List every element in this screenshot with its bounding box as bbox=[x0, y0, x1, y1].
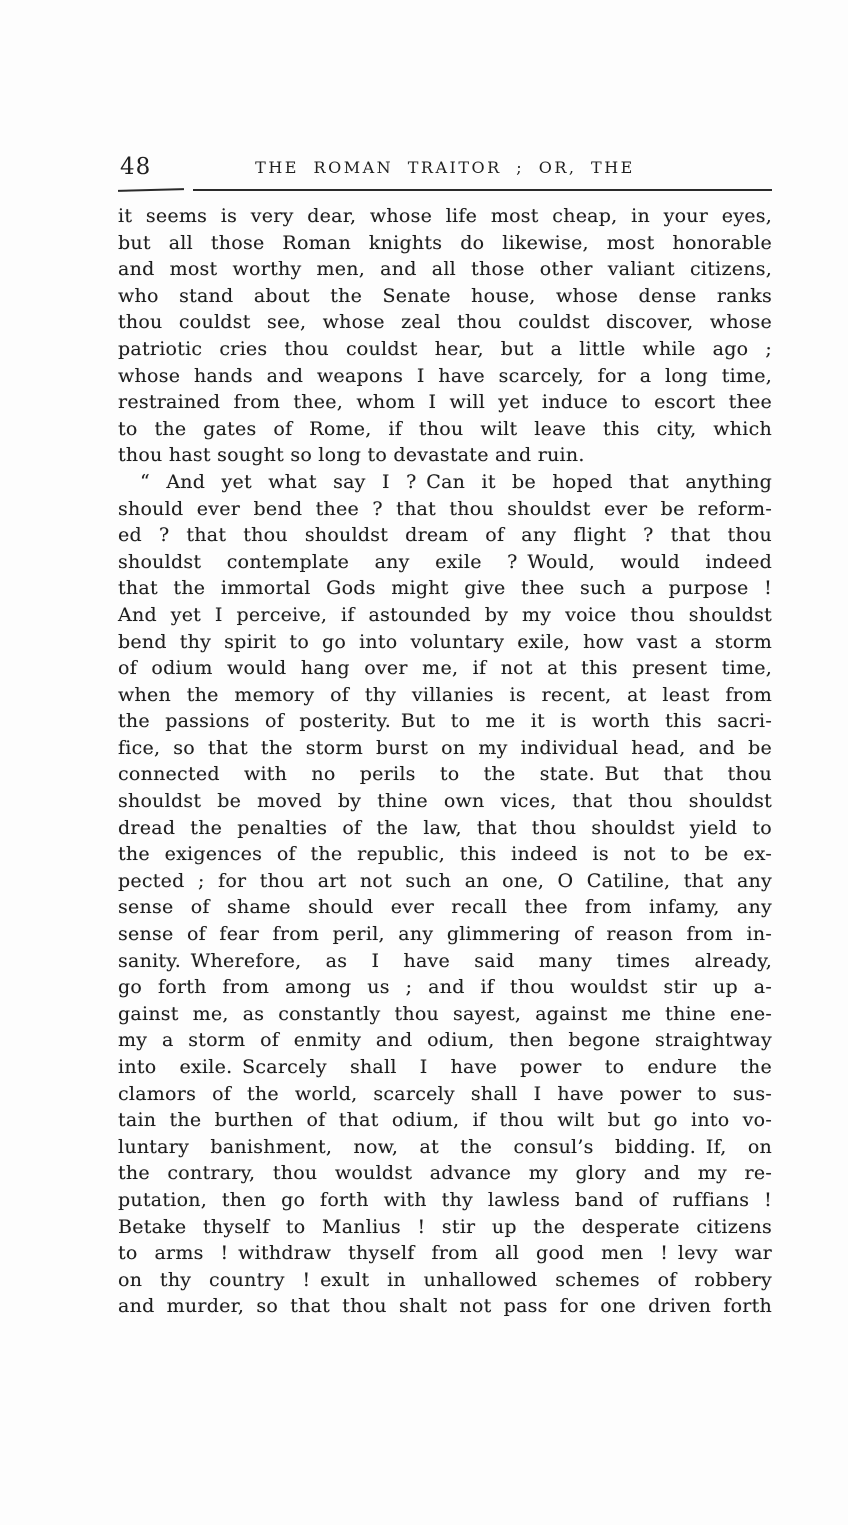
header-rule-short-segment bbox=[118, 188, 184, 192]
paragraph bbox=[118, 203, 772, 469]
text-line: shouldst be moved by thine own vices, that thou shouldst bbox=[118, 790, 772, 813]
text-line: and most worthy men, and all those other valiant citizens, bbox=[118, 258, 772, 281]
text-line: shouldst contemplate any exile ? Would, would indeed bbox=[118, 550, 772, 573]
text-line: pected ; for thou art not such an one, O Catiline, that any bbox=[118, 869, 772, 892]
text-line: restrained from thee, whom I will yet induce to escort thee bbox=[118, 391, 772, 414]
text-line: tain the burthen of that odium, if thou wilt but go into vo- bbox=[118, 1109, 772, 1132]
text-line: should ever bend thee ? that thou shouldst ever be reform- bbox=[118, 497, 772, 520]
text-line: to arms ! withdraw thyself from all good men ! levy war bbox=[118, 1242, 772, 1265]
header-rule bbox=[118, 189, 772, 191]
text-line: to the gates of Rome, if thou wilt leave this city, which bbox=[118, 417, 772, 440]
text-line: gainst me, as constantly thou sayest, against me thine ene- bbox=[118, 1002, 772, 1025]
text-line: into exile. Scarcely shall I have power to endure the bbox=[118, 1056, 772, 1078]
running-title: THE ROMAN TRAITOR ; OR, THE bbox=[255, 158, 635, 177]
text-line: Betake thyself to Manlius ! stir up the desperate citizens bbox=[118, 1215, 772, 1238]
text-line: on thy country ! exult in unhallowed schemes of robbery bbox=[118, 1268, 772, 1291]
text-line: bend thy spirit to go into voluntary exile, how vast a storm bbox=[118, 630, 772, 653]
text-line: that the immortal Gods might give thee such a purpose ! bbox=[118, 577, 772, 600]
text-line: clamors of the world, scarcely shall I have power to sus- bbox=[118, 1082, 772, 1105]
text-line: luntary banishment, now, at the consul’s bidding. If, on bbox=[118, 1135, 772, 1158]
text-line: when the memory of thy villanies is recent, at least from bbox=[118, 683, 772, 706]
text-line: but all those Roman knights do likewise, most honorable bbox=[118, 231, 772, 254]
text-line: of odium would hang over me, if not at this present time, bbox=[118, 657, 772, 680]
text-line: “ And yet what say I ? Can it be hoped that anything bbox=[140, 470, 772, 493]
text-line: And yet I perceive, if astounded by my voice thou shouldst bbox=[118, 603, 772, 626]
text-line: and murder, so that thou shalt not pass for one driven forth bbox=[118, 1295, 772, 1318]
header-rule-long-segment bbox=[193, 189, 772, 191]
text-line: patriotic cries thou couldst hear, but a little while ago ; bbox=[118, 337, 772, 360]
text-line: ed ? that thou shouldst dream of any flight ? that thou bbox=[118, 524, 772, 547]
text-line: fice, so that the storm burst on my individual head, and be bbox=[118, 736, 772, 759]
paragraph bbox=[118, 469, 772, 1320]
text-line: my a storm of enmity and odium, then begone straightway bbox=[118, 1029, 772, 1052]
text-line: thou couldst see, whose zeal thou couldst discover, whose bbox=[118, 311, 772, 334]
text-line: who stand about the Senate house, whose dense ranks bbox=[118, 284, 772, 307]
text-line: the exigences of the republic, this indeed is not to be ex- bbox=[118, 843, 772, 866]
text-line: connected with no perils to the state. But that thou bbox=[118, 763, 772, 786]
text-line: whose hands and weapons I have scarcely, for a long time, bbox=[118, 364, 772, 387]
text-line: sense of shame should ever recall thee from infamy, any bbox=[118, 896, 772, 919]
text-line: the contrary, thou wouldst advance my glory and my re- bbox=[118, 1162, 772, 1185]
text-line: the passions of posterity. But to me it is worth this sacri- bbox=[118, 710, 772, 733]
text-line: go forth from among us ; and if thou wouldst stir up a- bbox=[118, 976, 772, 999]
page-header bbox=[118, 148, 772, 180]
text-line: it seems is very dear, whose life most cheap, in your eyes, bbox=[118, 205, 772, 227]
body-text bbox=[118, 203, 772, 1320]
text-line: dread the penalties of the law, that thou shouldst yield to bbox=[118, 816, 772, 839]
text-line: thou hast sought so long to devastate and ruin. bbox=[118, 444, 585, 467]
text-line: sanity. Wherefore, as I have said many times already, bbox=[118, 949, 772, 972]
page-number: 48 bbox=[120, 154, 152, 180]
text-line: putation, then go forth with thy lawless band of ruffians ! bbox=[118, 1188, 772, 1211]
text-line: sense of fear from peril, any glimmering of reason from in- bbox=[118, 923, 772, 946]
